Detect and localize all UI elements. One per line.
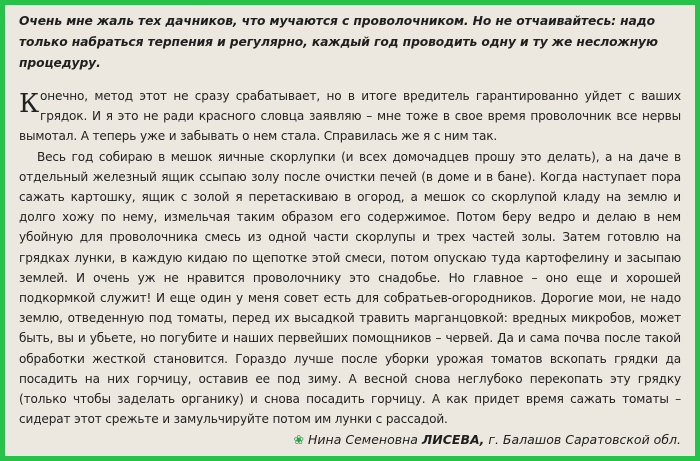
author-name: Нина Семеновна	[308, 432, 418, 447]
lead-paragraph: Очень мне жаль тех дачников, что мучаются с проволочником. Но не отчаивайтесь: надо только набраться терпения и регулярно, каждый год проводить одну и ту же несложную процедуру.	[19, 14, 658, 70]
body-paragraph-1	[19, 86, 681, 147]
body-paragraph-1-rest: онечно, метод этот не сразу срабатывает, но в итоге вредитель гарантированно уйдет с ваших грядок. И я это не ради красного словца заявляю – мне тоже в свое время проволочник все нервы вымотал. А теперь уже и забывать о нем стала. Справилась же я с ним так.	[19, 89, 681, 144]
body-paragraph-2: Весь год собираю в мешок яичные скорлупки (и всех домочадцев прошу это делать), а на даче в отдельный железный ящик ссыпаю золу после очистки печей (в доме и в бане). Когда наступает пора сажать картошку, ящик с золой я перетаскиваю в огород, а мешок со скорлупой кладу на землю и долго хожу по нему, измельчая таким образом его содержимое. Потом беру ведро и делаю в нем убойную для проволочника смесь из одной части скорлупы и трех частей золы. Затем готовлю на грядках лунки, в каждую кидаю по щепотке этой смеси, потом опускаю туда картофелину и засыпаю землей. И очень уж не нравится проволочнику это снадобье. Но главное – оно еще и хорошей подкормкой служит! И еще один у меня совет есть для собратьев-огородников. Дорогие мои, не надо землю, отведенную под томаты, перед их высадкой травить марганцовкой: вредных микробов, может быть, вы и убьете, но погубите и наших первейших помощников – червей. Да и сама почва после такой обработки жесткой становится. Гораздо лучше после уборки урожая томатов вскопать грядки да посадить на них горчицу, оставив ее под зиму. А весной снова неглубоко перекопать эту грядку (только чтобы заделать органику) и снова посадить горчицу. А как придет время сажать томаты – сидерат этот срежьте и замульчируйте потом им лунки с рассадой.	[19, 149, 681, 427]
article-body	[19, 86, 681, 429]
article-clipping	[5, 5, 695, 456]
drop-cap: К	[19, 89, 39, 119]
author-place: г. Балашов Саратовской обл.	[488, 432, 681, 447]
leaf-icon: ❀	[293, 432, 305, 447]
author-surname: ЛИСЕВА,	[421, 432, 485, 447]
author-signature	[294, 432, 681, 447]
